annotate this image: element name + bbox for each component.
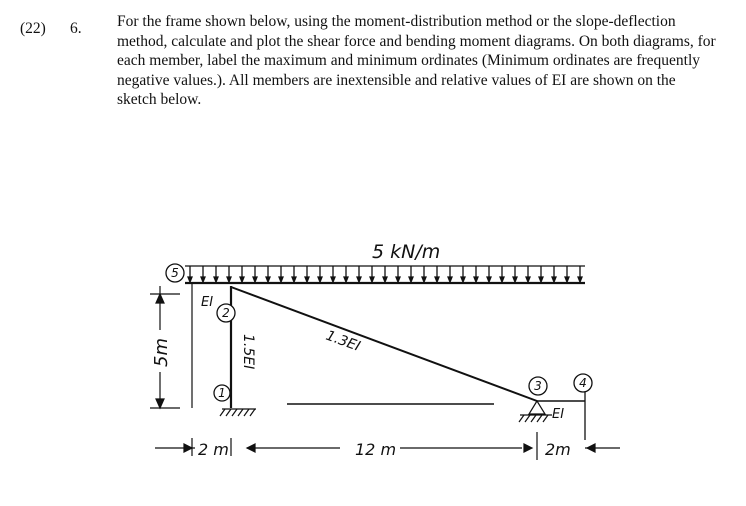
pin-support: [519, 401, 552, 422]
load-arrow-head: [565, 277, 569, 282]
load-arrow-head: [539, 277, 543, 282]
load-arrow-head: [448, 277, 452, 282]
ei-diagonal-label: 1.3EI: [323, 327, 363, 355]
fixed-support: [220, 409, 256, 416]
load-arrow-head: [279, 277, 283, 282]
load-arrow-head: [422, 277, 426, 282]
node-5-label: 5: [171, 266, 179, 280]
load-arrow-head: [266, 277, 270, 282]
load-arrow-head: [487, 277, 491, 282]
ei-top-label: EI: [201, 295, 214, 310]
node-3-label: 3: [534, 379, 542, 393]
problem-number: 6.: [70, 20, 82, 37]
load-arrow-head: [201, 277, 205, 282]
load-arrow-head: [331, 277, 335, 282]
load-arrow-head: [383, 277, 387, 282]
node-1-label: 1: [218, 386, 226, 400]
dim-middle-label: 12 m: [355, 440, 397, 459]
load-arrow-head: [474, 277, 478, 282]
dim-right-label: 2m: [545, 440, 571, 459]
load-arrow-head: [188, 277, 192, 282]
load-arrow-head: [318, 277, 322, 282]
load-arrow-head: [305, 277, 309, 282]
load-arrow-head: [578, 277, 582, 282]
load-arrow-head: [370, 277, 374, 282]
ei-right-label: EI: [552, 407, 565, 422]
load-arrow-head: [227, 277, 231, 282]
load-label: 5 kN/m: [372, 241, 441, 263]
distributed-load: [185, 266, 585, 282]
load-arrow-head: [513, 277, 517, 282]
load-arrow-head: [292, 277, 296, 282]
load-arrow-head: [344, 277, 348, 282]
load-arrows: [188, 266, 582, 282]
load-arrow-head: [409, 277, 413, 282]
load-arrow-head: [253, 277, 257, 282]
height-label: 5m: [151, 338, 172, 367]
ei-column-label: 1.5EI: [240, 334, 256, 370]
load-arrow-head: [396, 277, 400, 282]
load-arrow-head: [461, 277, 465, 282]
dim-left-label: 2 m: [198, 440, 229, 459]
node-4-label: 4: [579, 376, 587, 390]
problem-points: (22): [20, 20, 46, 37]
node-2-label: 2: [222, 306, 230, 320]
load-arrow-head: [357, 277, 361, 282]
load-arrow-head: [552, 277, 556, 282]
load-arrow-head: [435, 277, 439, 282]
load-arrow-head: [214, 277, 218, 282]
diagonal-member: [231, 287, 537, 401]
load-arrow-head: [526, 277, 530, 282]
load-arrow-head: [240, 277, 244, 282]
problem-statement: For the frame shown below, using the moment-distribution method or the slope-deflection method, calculate and plot the shear force and bending moment diagrams. On both diagrams, for each member, label the maximum and minimum ordinates (Minimum ordinates are frequently negative values.). All members are inextensible and relative values of EI are shown on the sketch below.: [117, 13, 716, 108]
load-arrow-head: [500, 277, 504, 282]
